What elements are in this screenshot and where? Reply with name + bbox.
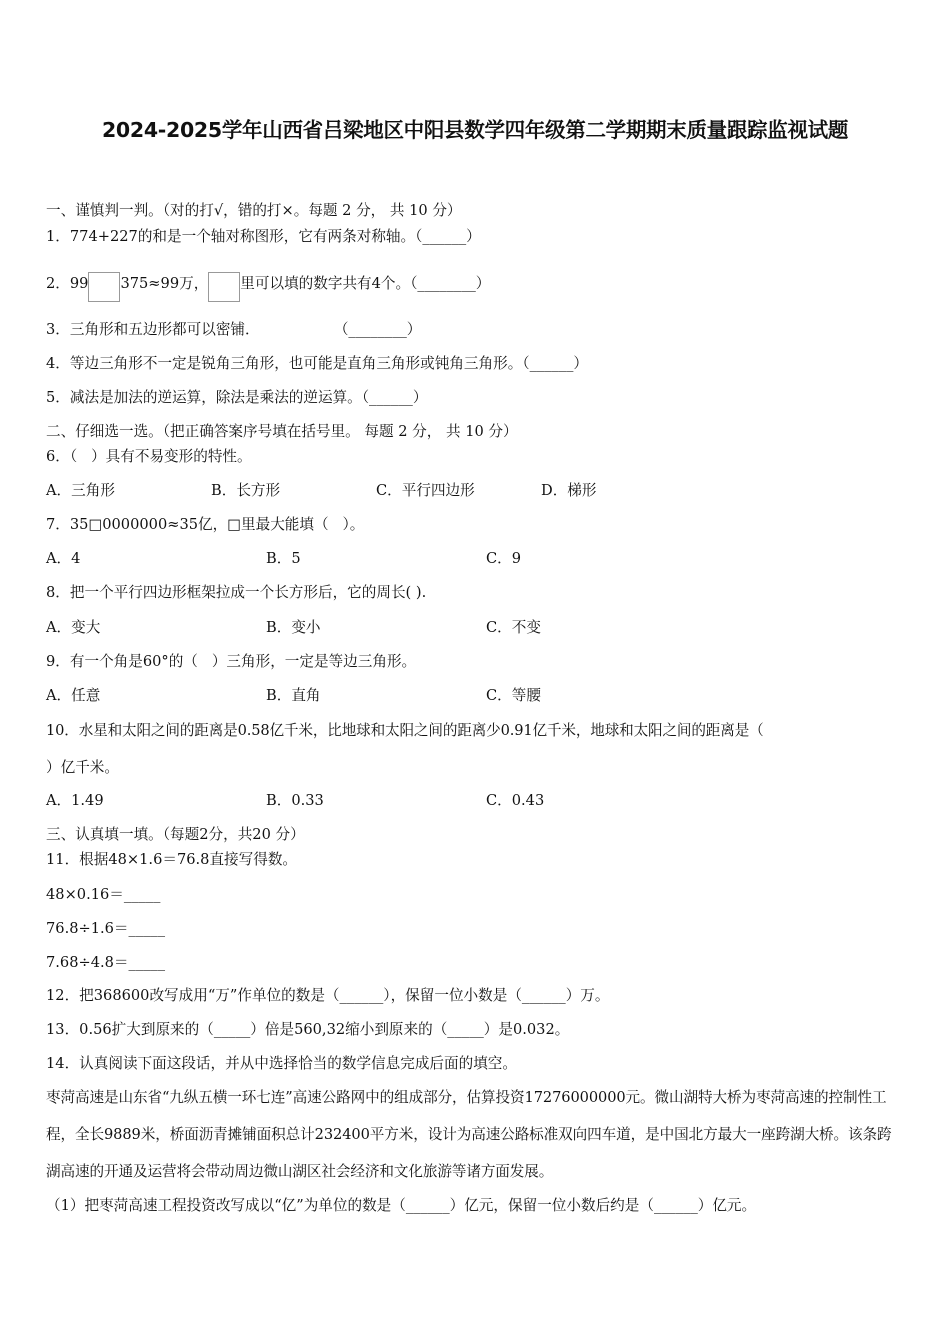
answer-box [208, 272, 240, 302]
q10-option-a: A．1.49 [46, 792, 104, 809]
question-11: 11．根据48×1.6＝76.8直接写得数。 [46, 851, 298, 868]
question-2-part-c: 里可以填的数字共有4个。（________） [240, 275, 491, 292]
q8-option-a: A．变大 [46, 619, 101, 636]
question-11-c: 7.68÷4.8＝_____ [46, 954, 166, 971]
question-10-continued: ）亿千米。 [46, 759, 119, 776]
question-2-part-b: 375≈99万， [120, 275, 209, 292]
question-4: 4．等边三角形不一定是锐角三角形，也可能是直角三角形或钝角三角形。（______） [46, 355, 588, 372]
q8-option-b: B．变小 [266, 619, 321, 636]
question-14: 14．认真阅读下面这段话，并从中选择恰当的数学信息完成后面的填空。 [46, 1055, 517, 1072]
q6-option-b: B．长方形 [211, 482, 281, 499]
section-1-heading: 一、谨慎判一判。（对的打√，错的打×。每题 2 分， 共 10 分） [46, 202, 462, 219]
page-title: 2024-2025学年山西省吕梁地区中阳县数学四年级第二学期期末质量跟踪监视试题 [101, 118, 849, 142]
q9-option-b: B．直角 [266, 687, 321, 704]
q10-option-c: C．0.43 [486, 792, 545, 809]
section-2-heading: 二、仔细选一选。（把正确答案序号填在括号里。 每题 2 分， 共 10 分） [46, 423, 518, 440]
reading-passage: 枣菏高速是山东省“九纵五横一环七连”高速公路网中的组成部分，估算投资17276000000元。微山湖特大桥为枣菏高速的控制性工程，全长9889米，桥面沥青摊铺面积总计232400平方米，设计为高速公路标准双向四车道，是中国北方最大一座跨湖大桥。该条跨湖高速的开通及运营将会带动周边微山湖区社会经济和文化旅游等诸方面发展。 [46, 1089, 892, 1180]
q6-option-d: D．梯形 [541, 482, 597, 499]
question-2 [46, 272, 490, 302]
question-9: 9．有一个角是60°的（ ）三角形，一定是等边三角形。 [46, 653, 417, 670]
question-2-part-a: 2．99 [46, 275, 89, 292]
q9-option-a: A．任意 [46, 687, 101, 704]
answer-box [88, 272, 120, 302]
question-7: 7．35□0000000≈35亿，□里最大能填（ ）。 [46, 516, 365, 533]
question-11-b: 76.8÷1.6＝_____ [46, 920, 166, 937]
q7-option-a: A．4 [46, 550, 81, 567]
question-3: 3．三角形和五边形都可以密铺． （________） [46, 321, 422, 338]
question-14-part-1: （1）把枣菏高速工程投资改写成以“亿”为单位的数是（______）亿元，保留一位小数后约是（______）亿元。 [46, 1197, 757, 1214]
q10-option-b: B．0.33 [266, 792, 324, 809]
question-12: 12．把368600改写成用“万”作单位的数是（______），保留一位小数是（______）万。 [46, 987, 610, 1004]
question-10: 10．水星和太阳之间的距离是0.58亿千米，比地球和太阳之间的距离少0.91亿千米，地球和太阳之间的距离是（ [46, 722, 764, 739]
question-5: 5．减法是加法的逆运算，除法是乘法的逆运算。（______） [46, 389, 428, 406]
question-1: 1．774+227的和是一个轴对称图形，它有两条对称轴。（______） [46, 228, 481, 245]
question-6: 6．（ ）具有不易变形的特性。 [46, 448, 252, 465]
question-8: 8．把一个平行四边形框架拉成一个长方形后，它的周长( ). [46, 584, 427, 601]
q7-option-b: B．5 [266, 550, 301, 567]
question-11-a: 48×0.16＝_____ [46, 886, 161, 903]
q6-option-a: A．三角形 [46, 482, 115, 499]
q8-option-c: C．不变 [486, 619, 541, 636]
q9-option-c: C．等腰 [486, 687, 541, 704]
q7-option-c: C．9 [486, 550, 522, 567]
q6-option-c: C．平行四边形 [376, 482, 475, 499]
section-3-heading: 三、认真填一填。（每题2分，共20 分） [46, 826, 305, 843]
question-13: 13．0.56扩大到原来的（_____）倍是560,32缩小到原来的（_____）是0.032。 [46, 1021, 570, 1038]
